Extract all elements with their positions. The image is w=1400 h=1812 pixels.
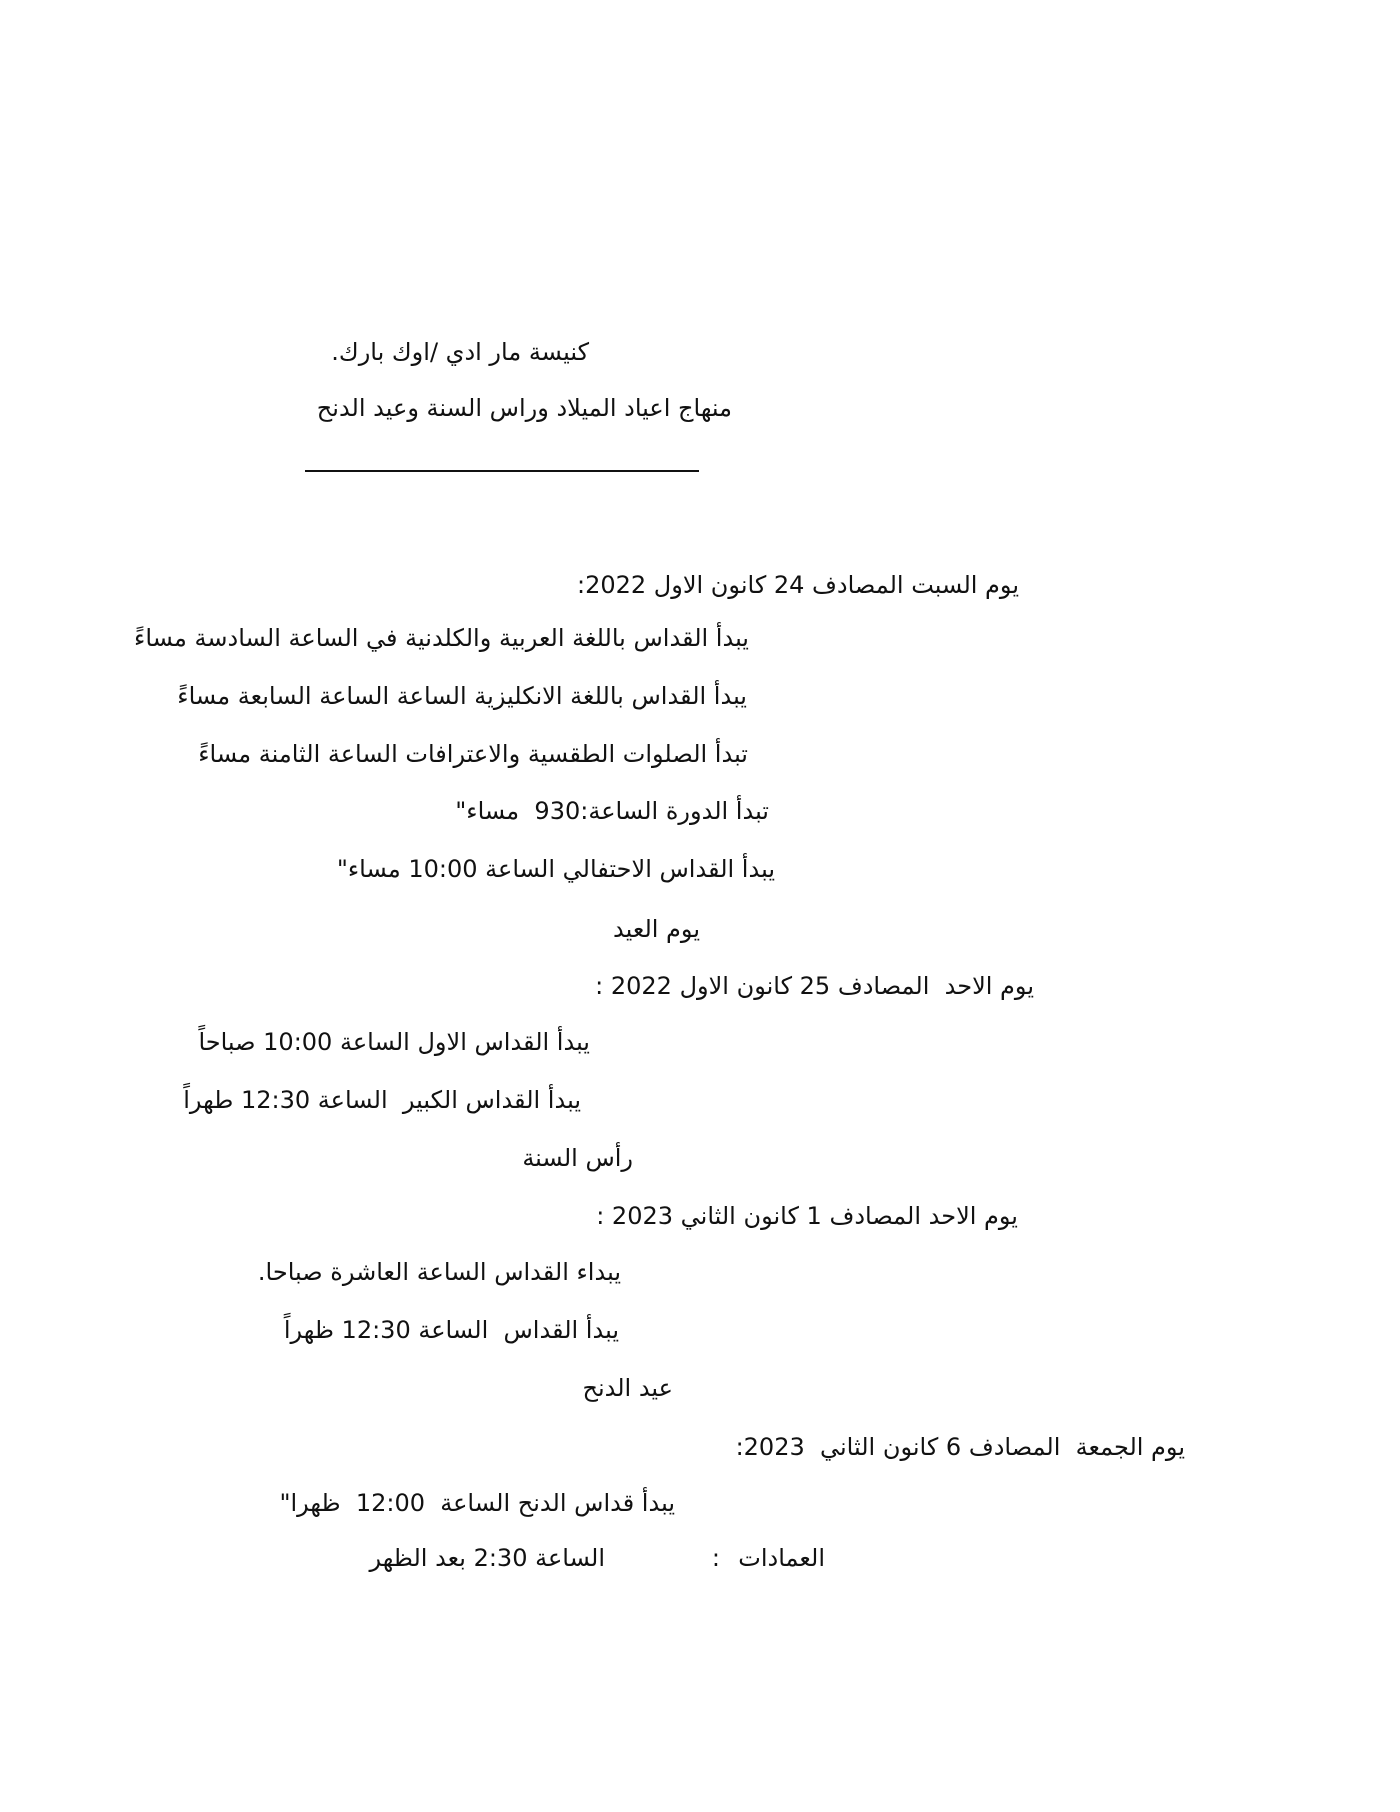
epiphany-heading: عيد الدنح [582, 1374, 673, 1402]
list-item: يبدأ قداس الدنح الساعة 12:00 ظهرا" [279, 1489, 675, 1517]
christmas-day-heading: يوم العيد [613, 915, 700, 943]
new-year-heading: رأس السنة [522, 1144, 633, 1172]
list-item: يبدأ القداس الكبير الساعة 12:30 طهراً [183, 1086, 581, 1114]
list-item: يبدأ القداس الاول الساعة 10:00 صباحاً [198, 1028, 590, 1056]
list-item: تبدأ الصلوات الطقسية والاعترافات الساعة الثامنة مساءً [198, 740, 748, 768]
list-item: يبدأ القداس باللغة الانكليزية الساعة الساعة السابعة مساءً [177, 682, 747, 710]
baptisms-time: الساعة 2:30 بعد الظهر [369, 1544, 605, 1572]
christmas-day-date: يوم الاحد المصادف 25 كانون الاول 2022 : [595, 972, 1034, 1000]
church-name: كنيسة مار ادي /اوك بارك. [331, 338, 589, 366]
christmas-eve-date: يوم السبت المصادف 24 كانون الاول 2022: [576, 571, 1019, 599]
list-item: يبدأ القداس الساعة 12:30 ظهراً [283, 1316, 619, 1344]
list-item: تبدأ الدورة الساعة:930 مساء" [455, 797, 769, 825]
program-title: منهاج اعياد الميلاد وراس السنة وعيد الدنح [316, 394, 732, 422]
epiphany-date: يوم الجمعة المصادف 6 كانون الثاني 2023: [735, 1433, 1185, 1461]
list-item: يبدأ القداس الاحتفالي الساعة 10:00 مساء" [336, 855, 775, 883]
baptisms-label: العمادات [738, 1544, 825, 1572]
list-item: يبداء القداس الساعة العاشرة صباحا. [257, 1258, 621, 1286]
new-year-date: يوم الاحد المصادف 1 كانون الثاني 2023 : [596, 1202, 1018, 1230]
list-item: يبدأ القداس باللغة العربية والكلدنية في الساعة السادسة مساءً [134, 624, 749, 652]
title-underline [305, 470, 699, 472]
baptisms-separator: : [711, 1544, 720, 1572]
